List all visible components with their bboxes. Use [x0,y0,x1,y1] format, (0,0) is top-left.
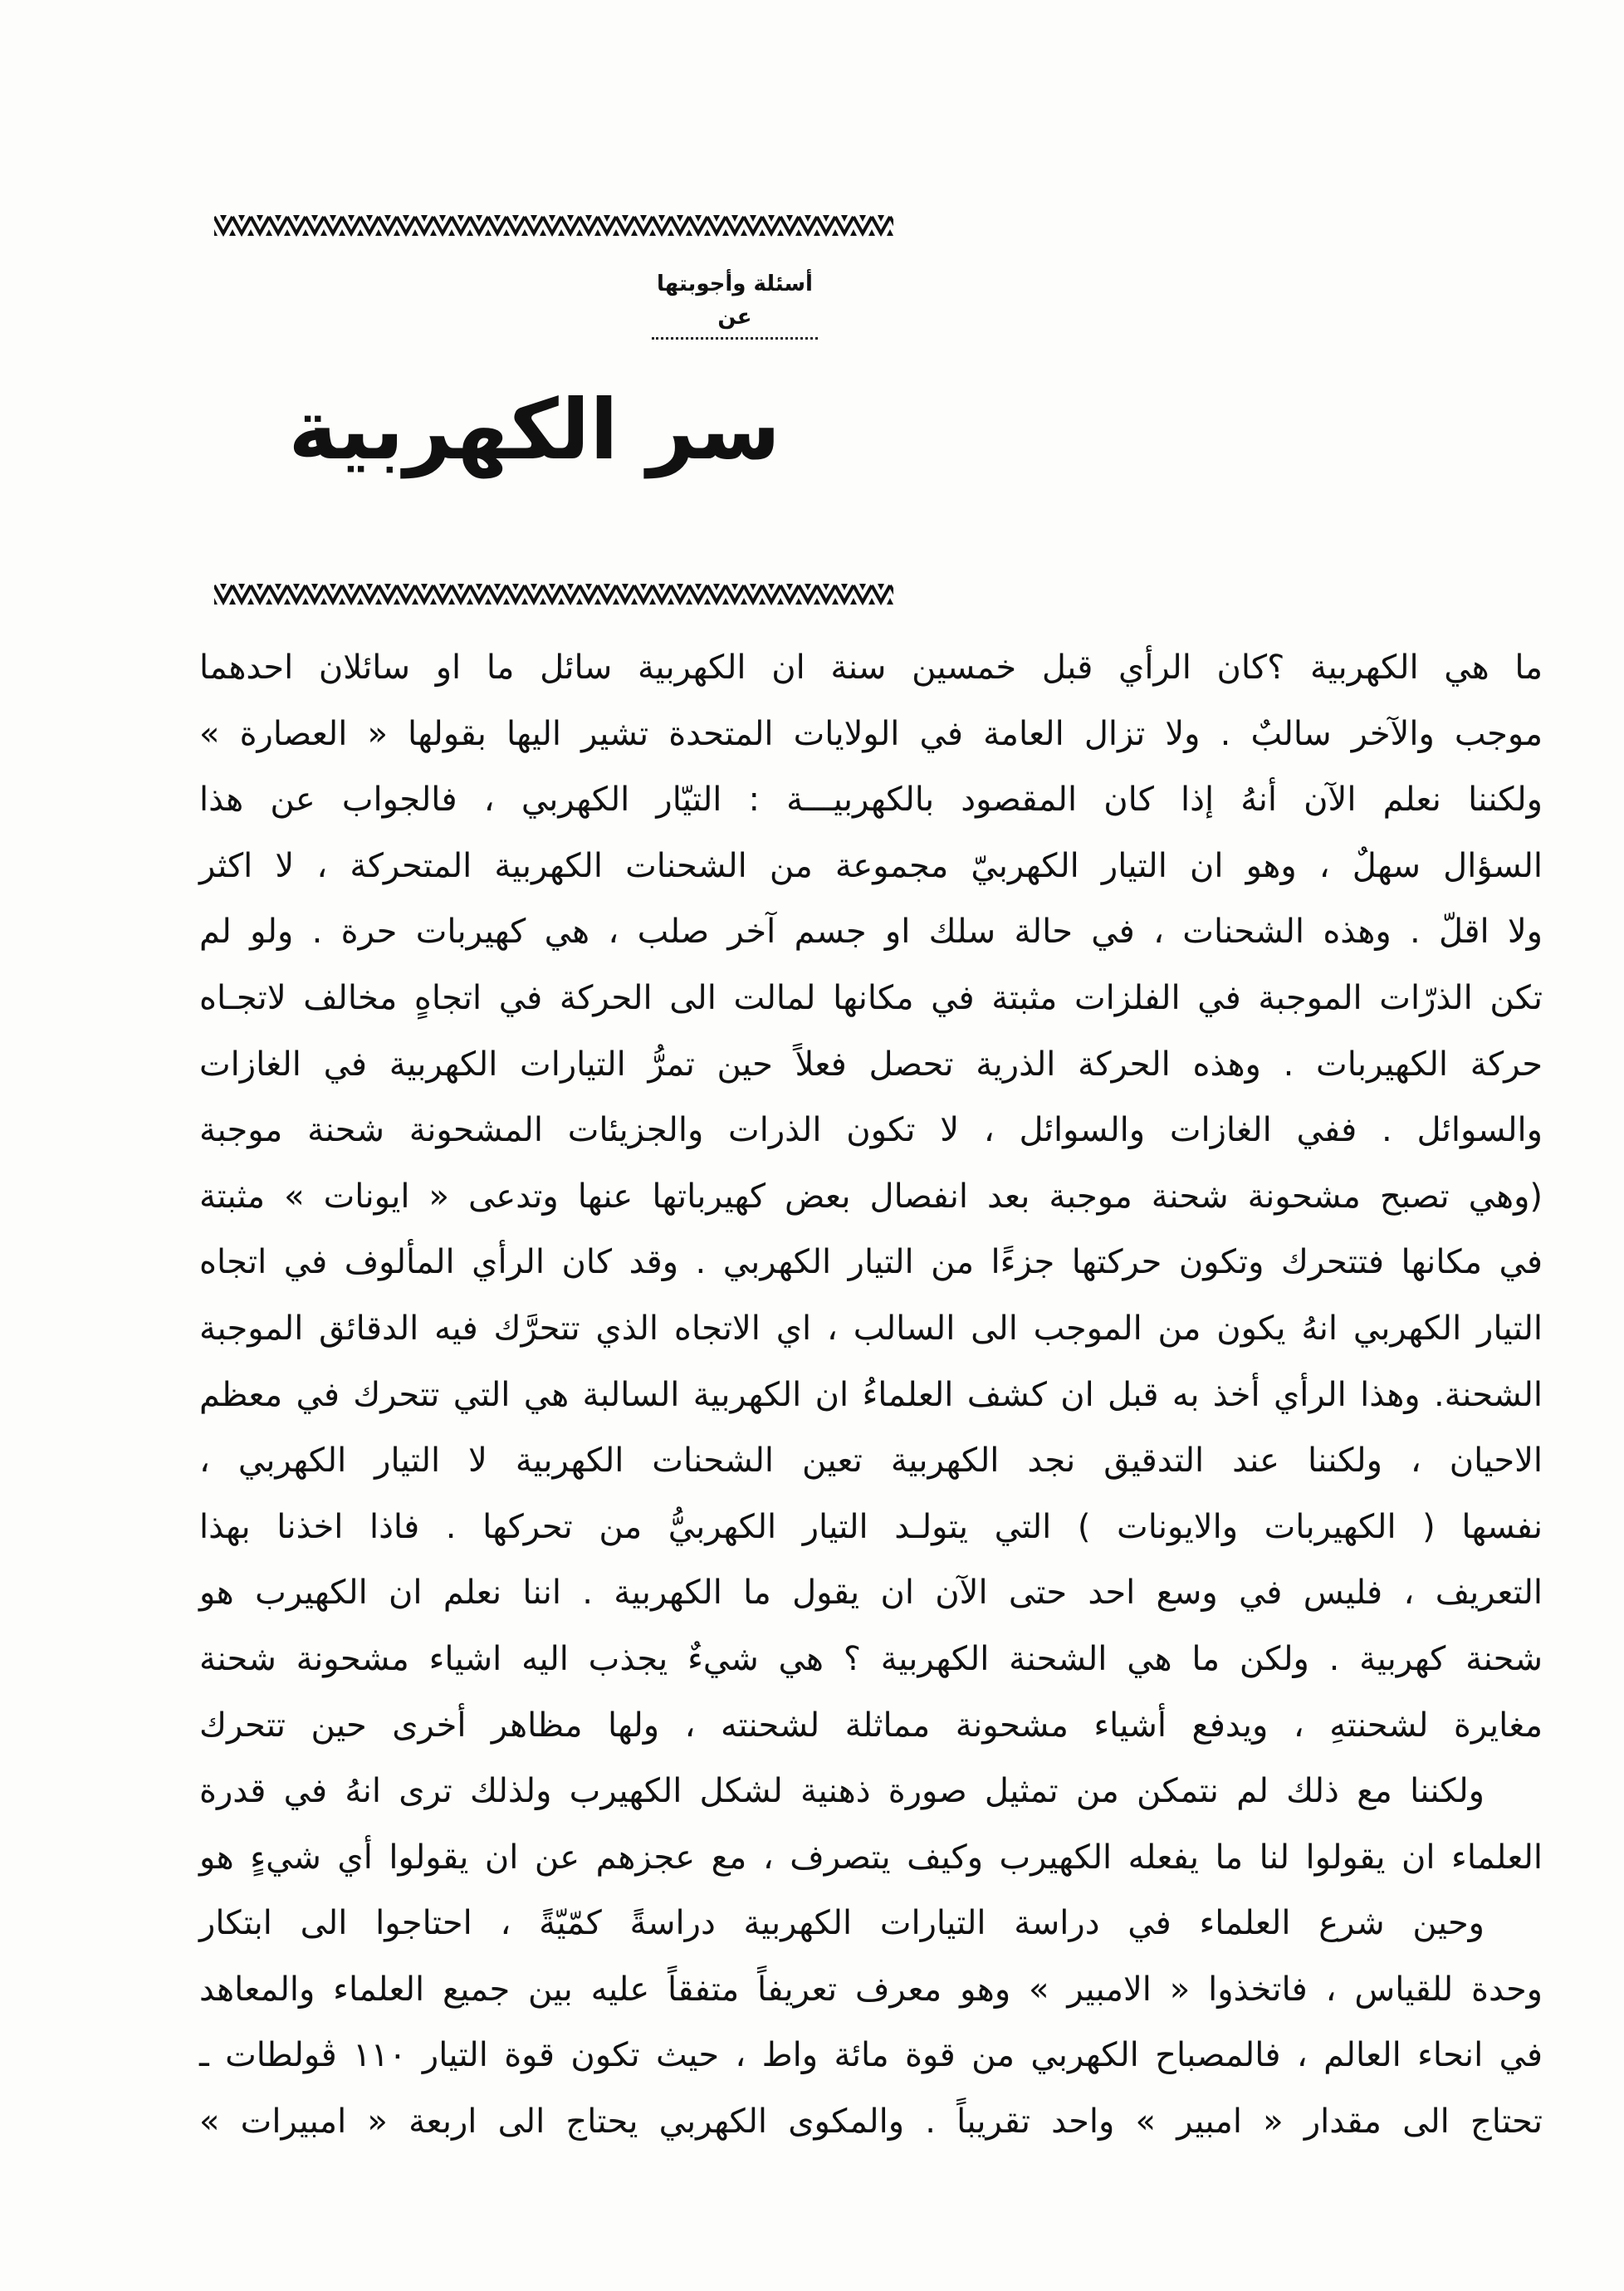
top-ornament-border [214,213,893,237]
article-title: سر الكهربية [288,381,780,478]
body-line: العلماء ان يقولوا لنا ما يفعله الكهيرب وكيف يتصرف ، مع عجزهم عن ان يقولوا أي شيءٍ هو [199,1838,1543,1877]
body-line: التعريف ، فليس في وسع احد حتى الآن ان يقول ما الكهربية . اننا نعلم ان الكهيرب هو [199,1574,1543,1613]
body-line: التيار الكهربي انهُ يكون من الموجب الى السالب ، اي الاتجاه الذي تتحرَّك فيه الدقائق الموجبة [199,1309,1543,1348]
body-line: نفسها ( الكهيربات والايونات ) التي يتولـد التيار الكهربيُّ من تحركها . فاذا اخذنا بهذا [199,1507,1543,1546]
bottom-ornament-border [214,581,893,606]
body-line: ولا اقلّ . وهذه الشحنات ، في حالة سلك او جسم آخر صلب ، هي كهيربات حرة . ولو لم [199,913,1543,952]
body-line: وحدة للقياس ، فاتخذوا « الامبير » وهو معرف تعريفاً متفقاً عليه بين جميع العلماء والمعاهد [199,1970,1543,2009]
body-line: موجب والآخر سالبٌ . ولا تزال العامة في الولايات المتحدة تشير اليها بقولها « العصارة » [199,714,1543,753]
article-body [199,635,1543,2156]
body-line: حركة الكهيربات . وهذه الحركة الذرية تحصل فعلاً حين تمرُّ التيارات الكهربية في الغازات [199,1045,1543,1084]
zigzag-ornament-icon [214,213,893,237]
body-line: ولكننا نعلم الآن أنهُ إذا كان المقصود بالكهربيـــة : التيّار الكهربي ، فالجواب عن هذا [199,781,1543,820]
article-subtitle-text: أسئلة وأجوبتها عن [652,267,818,340]
body-line: الاحيان ، ولكننا عند التدقيق نجد الكهربية تعين الشحنات الكهربية لا التيار الكهربي ، [199,1442,1543,1481]
article-subtitle [652,267,818,340]
body-line: تكن الذرّات الموجبة في الفلزات مثبتة في مكانها لمالت الى الحركة في اتجاهٍ مخالف لاتجـاه [199,978,1543,1017]
body-line: في انحاء العالم ، فالمصباح الكهربي من قوة مائة واط ، حيث تكون قوة التيار ١١٠ ڤولطات ـ [199,2036,1543,2075]
body-line: (وهي تصبح مشحونة شحنة موجبة بعد انفصال بعض كهيرباتها عنها وتدعى « ايونات » مثبتة [199,1177,1543,1216]
paragraph-start-line: وحين شرع العلماء في دراسة التيارات الكهربية دراسةً كمّيّةً ، احتاجوا الى ابتكار [199,1904,1485,1943]
paragraph-start-line: ولكننا مع ذلك لم نتمكن من تمثيل صورة ذهنية لشكل الكهيرب ولذلك ترى انهُ في قدرة [199,1772,1485,1811]
body-line: شحنة كهربية . ولكن ما هي الشحنة الكهربية ؟ هي شيءٌ يجذب اليه اشياء مشحونة شحنة [199,1639,1543,1678]
body-line: ما هي الكهربية ؟كان الرأي قبل خمسين سنة ان الكهربية سائل ما او سائلان احدهما [199,649,1543,687]
body-line: والسوائل . ففي الغازات والسوائل ، لا تكون الذرات والجزيئات المشحونة شحنة موجبة [199,1111,1543,1150]
body-line: مغايرة لشحنتهِ ، ويدفع أشياء مشحونة مماثلة لشحنته ، ولها مظاهر أخرى حين تتحرك [199,1706,1543,1745]
body-line: السؤال سهلٌ ، وهو ان التيار الكهربيّ مجموعة من الشحنات الكهربية المتحركة ، لا اكثر [199,846,1543,885]
body-line: في مكانها فتتحرك وتكون حركتها جزءًا من التيار الكهربي . وقد كان الرأي المألوف في اتجاه [199,1243,1543,1282]
body-line: تحتاج الى مقدار « امبير » واحد تقريباً . والمكوى الكهربي يحتاج الى اربعة « امبيرات » [199,2103,1543,2142]
body-line: الشحنة. وهذا الرأي أخذ به قبل ان كشف العلماءُ ان الكهربية السالبة هي التي تتحرك في معظم [199,1375,1543,1414]
zigzag-ornament-icon [214,581,893,606]
